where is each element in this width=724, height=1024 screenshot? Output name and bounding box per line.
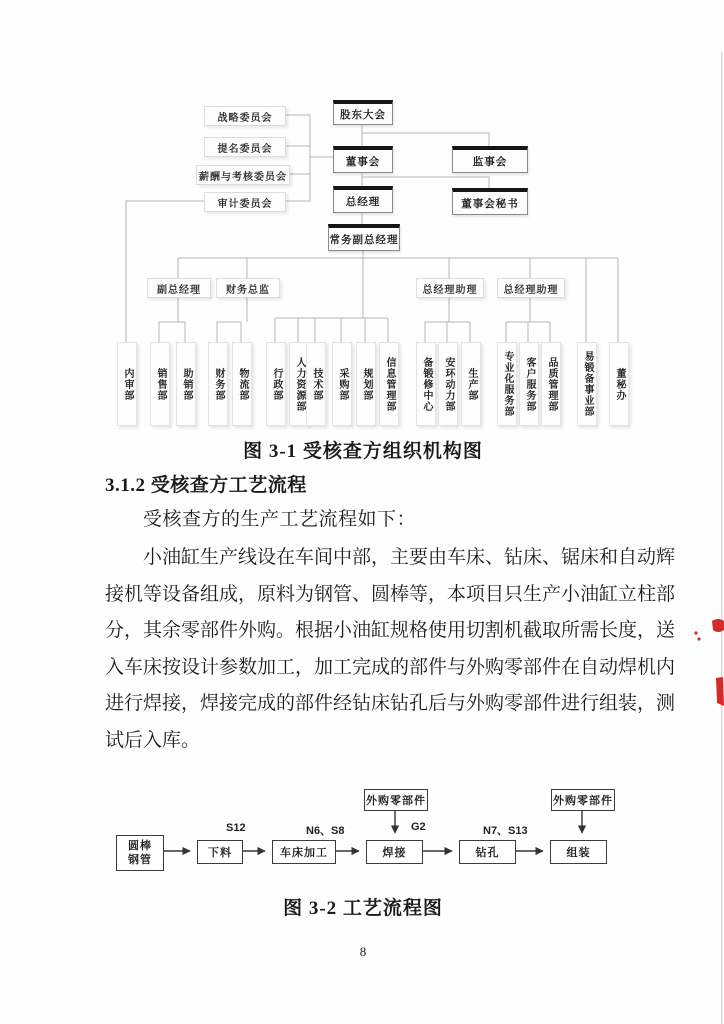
org-node-shareholders-meeting: 股东大会 — [333, 100, 393, 125]
paragraph-line: 进行焊接，焊接完成的部件经钻床钻孔后与外购零部件进行组装，测 — [105, 693, 676, 714]
org-node-executive-deputy-gm: 常务副总经理 — [328, 224, 400, 251]
org-node-manager: 总经理助理 — [416, 278, 484, 298]
body-paragraph — [105, 540, 676, 759]
org-node-committee: 战略委员会 — [204, 106, 286, 126]
paragraph-line: 试后入库。 — [105, 729, 201, 751]
flow-arrow-label: G2 — [411, 821, 426, 833]
flow-external-parts-box: 外购零部件 — [551, 789, 615, 811]
paragraph-line: 入车床按设计参数加工，加工完成的部件与外购零部件在自动焊机内 — [105, 656, 676, 678]
flow-step-box: 组装 — [550, 840, 607, 864]
org-node-manager: 副总经理 — [147, 278, 211, 298]
org-node-department: 内审部 — [117, 342, 137, 426]
org-node-department: 专业化服务部 — [497, 342, 517, 426]
org-node-department: 销售部 — [150, 342, 170, 426]
flow-step-box: 钻孔 — [459, 840, 516, 864]
flow-arrow-label: N7、S13 — [483, 825, 528, 837]
org-node-department: 生产部 — [461, 342, 481, 426]
flow-source-box — [116, 835, 164, 871]
org-node-department: 人力资源部 — [289, 342, 309, 426]
flow-arrow-label: N6、S8 — [306, 825, 345, 837]
flow-source-line: 钢管 — [128, 854, 152, 866]
org-node-board-of-directors: 董事会 — [333, 146, 393, 173]
org-node-committee: 审计委员会 — [204, 192, 286, 212]
org-node-board-secretary: 董事会秘书 — [452, 188, 528, 215]
org-node-department: 客户服务部 — [519, 342, 539, 426]
org-node-supervisory-board: 监事会 — [452, 146, 528, 173]
figure-3-2-caption: 图 3-2 工艺流程图 — [283, 898, 443, 919]
flow-step-box: 焊接 — [366, 840, 423, 864]
org-node-manager: 总经理助理 — [497, 278, 565, 298]
paragraph-line: 小油缸生产线设在车间中部，主要由车床、钻床、锯床和自动辉 — [143, 547, 676, 568]
org-node-department: 采购部 — [332, 342, 352, 426]
flow-step-box: 车床加工 — [272, 840, 336, 864]
org-node-department: 董秘办 — [609, 342, 629, 426]
org-node-department: 物流部 — [232, 342, 252, 426]
flow-step-box: 下料 — [197, 840, 243, 864]
flow-external-parts-box: 外购零部件 — [364, 789, 428, 811]
org-node-department: 技术部 — [306, 342, 326, 426]
org-node-department: 信息管理部 — [379, 342, 399, 426]
org-node-department: 备锻修中心 — [416, 342, 436, 426]
org-node-department: 行政部 — [266, 342, 286, 426]
intro-line: 受核查方的生产工艺流程如下： — [143, 509, 417, 530]
flow-arrow-label: S12 — [226, 822, 246, 834]
org-node-department: 品质管理部 — [541, 342, 561, 426]
org-node-department: 规划部 — [356, 342, 376, 426]
org-node-general-manager: 总经理 — [333, 186, 393, 213]
org-node-committee: 薪酬与考核委员会 — [196, 165, 290, 185]
org-node-department: 助销部 — [176, 342, 196, 426]
page-number: 8 — [359, 944, 367, 959]
flow-source-line: 圆棒 — [128, 839, 152, 852]
paragraph-line: 接机等设备组成，原料为钢管、圆棒等，本项目只生产小油缸立柱部 — [105, 583, 676, 605]
section-heading: 3.1.2 受核查方工艺流程 — [105, 475, 307, 496]
figure-3-1-caption: 图 3-1 受核查方组织机构图 — [243, 441, 483, 462]
org-node-manager: 财务总监 — [216, 278, 280, 298]
org-node-department: 财务部 — [208, 342, 228, 426]
red-ink-marks — [694, 619, 724, 706]
paragraph-line: 分，其余零部件外购。根据小油缸规格使用切割机截取所需长度，送 — [105, 620, 676, 641]
org-node-department: 安环动力部 — [438, 342, 458, 426]
scan-edge-line — [721, 52, 723, 1024]
org-node-department: 易锻备事业部 — [577, 342, 597, 426]
org-node-committee: 提名委员会 — [204, 137, 286, 157]
